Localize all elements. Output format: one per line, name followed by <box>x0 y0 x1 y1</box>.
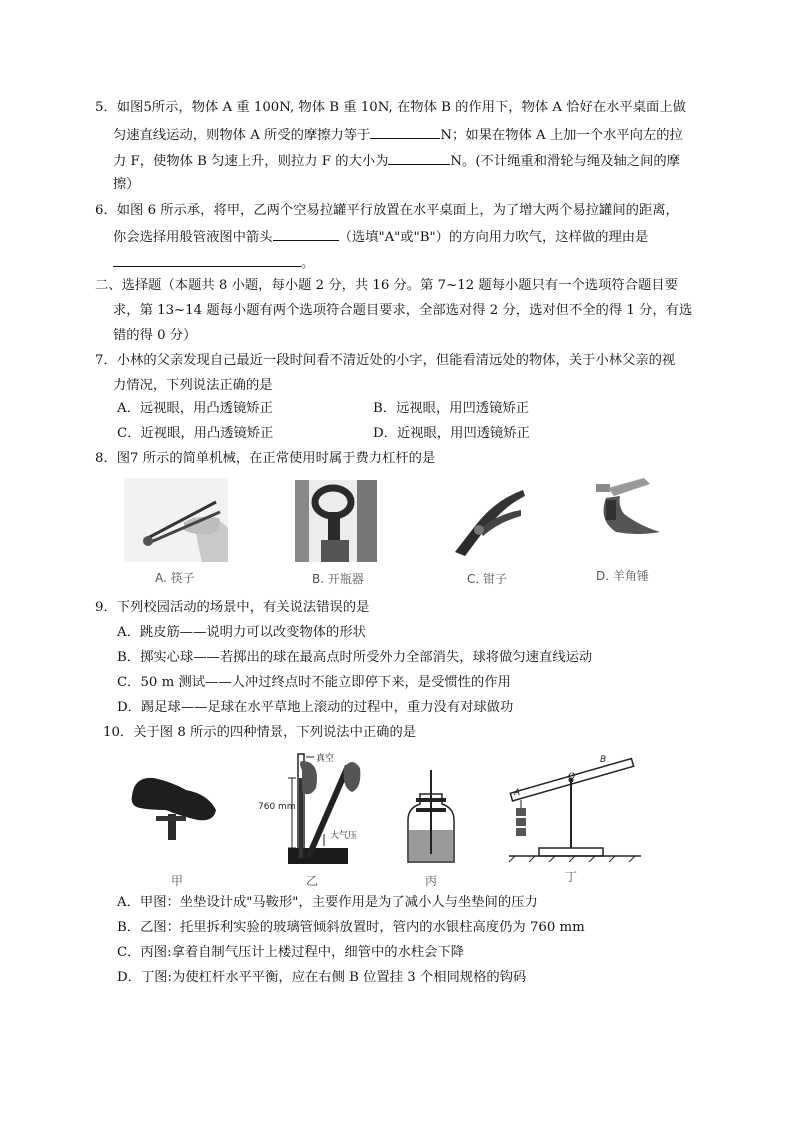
q10-stem: 10．关于图 8 所示的四种情景，下列说法中正确的是 <box>103 725 417 740</box>
claw-hammer-image <box>588 474 662 558</box>
fig8-caption-yi: 乙 <box>306 874 319 888</box>
q10-option-a[interactable]: A．甲图：坐垫设计成"马鞍形"，主要作用是为了减小人与坐垫间的压力 <box>117 895 538 910</box>
section2-line1: 二、选择题（本题共 8 小题，每小题 2 分，共 16 分。第 7~12 题每小题只有一个选项符合题目要 <box>95 278 678 293</box>
pliers-image <box>445 480 527 560</box>
q8-caption-d: D. 羊角锤 <box>596 569 649 583</box>
q9-stem: 9．下列校园活动的场景中，有关说法错误的是 <box>95 600 370 615</box>
fig8-label-b: B <box>600 755 607 765</box>
lever-diagram <box>505 752 645 864</box>
fig8-label-vacuum: 真空 <box>316 754 335 764</box>
q6-line1: 6．如图 6 所示承，将甲，乙两个空易拉罐平行放置在水平桌面上，为了增大两个易拉罐间的距离， <box>95 203 679 218</box>
q7-option-b[interactable]: B．远视眼，用凹透镜矫正 <box>373 401 530 416</box>
fig8-label-atm: 大气压 <box>330 831 358 841</box>
q6-line2b: （选填"A"或"B"）的方向用力吹气，这样做的理由是 <box>338 230 649 245</box>
q10-option-d[interactable]: D．丁图:为使杠杆水平平衡，应在右侧 B 位置挂 3 个相同规格的钩码 <box>117 970 527 985</box>
saddle-image <box>128 770 220 846</box>
q9-option-c[interactable]: C．50 m 测试——人冲过终点时不能立即停下来，是受惯性的作用 <box>117 675 511 690</box>
q5-line3a: 力 F，使物体 B 匀速上升，则拉力 F 的大小为 <box>113 154 389 169</box>
fig8-label-a: A <box>514 788 521 798</box>
q7-line1: 7．小林的父亲发现自己最近一段时间看不清近处的小字，但能看清远处的物体，关于小林父亲的视 <box>95 353 676 368</box>
q8-caption-c: C. 钳子 <box>467 572 508 586</box>
fig8-caption-ding: 丁 <box>565 870 578 884</box>
bottle-opener-image <box>295 480 377 562</box>
q6-blank-direction[interactable] <box>273 226 339 241</box>
q10-option-b[interactable]: B．乙图：托里拆利实验的玻璃管倾斜放置时，管内的水银柱高度仍为 760 mm <box>117 920 585 935</box>
q9-option-a[interactable]: A．跳皮筋——说明力可以改变物体的形状 <box>117 625 366 640</box>
q5-line1: 5．如图5所示，物体 A 重 100N, 物体 B 重 10N, 在物体 B 的作用下，物体 A 恰好在水平桌面上做 <box>95 100 686 115</box>
q9-option-b[interactable]: B．掷实心球——若掷出的球在最高点时所受外力全部消失，球将做匀速直线运动 <box>117 650 593 665</box>
q5-line2b: N；如果在物体 A 上加一个水平向左的拉 <box>440 128 683 143</box>
q6-line3 <box>113 252 314 274</box>
q5-blank-force[interactable] <box>388 150 450 165</box>
q7-line2: 力情况，下列说法正确的是 <box>113 378 273 393</box>
q8-caption-b: B. 开瓶器 <box>312 572 364 586</box>
section2-line2: 求，第 13~14 题每小题有两个选项符合题目要求，全部选对得 2 分，选对但不全的得 1 分，有选 <box>113 303 693 318</box>
q8-caption-a: A. 筷子 <box>155 571 195 585</box>
q7-option-c[interactable]: C．近视眼，用凸透镜矫正 <box>117 426 274 441</box>
q8-stem: 8．图7 所示的简单机械，在正常使用时属于费力杠杆的是 <box>95 451 436 466</box>
fig8-caption-jia: 甲 <box>171 874 184 888</box>
q5-line3b: N。(不计绳重和滑轮与绳及轴之间的摩 <box>450 154 680 169</box>
q5-line2 <box>113 124 683 146</box>
q6-line2a: 你会选择用般管液图中箭头 <box>113 230 273 245</box>
fig8-caption-bing: 丙 <box>425 874 438 888</box>
q5-line3 <box>113 150 680 172</box>
chopsticks-image <box>124 478 228 562</box>
fig8-label-o: O <box>568 772 576 782</box>
fig8-label-760mm: 760 mm <box>258 802 296 812</box>
q5-line4: 擦） <box>113 177 140 192</box>
q7-option-a[interactable]: A．远视眼，用凸透镜矫正 <box>117 401 273 416</box>
barometer-bottle-diagram <box>406 770 456 866</box>
q6-line2 <box>113 226 648 248</box>
q7-option-d[interactable]: D．近视眼，用凹透镜矫正 <box>373 426 530 441</box>
q5-line2a: 匀速直线运动，则物体 A 所受的摩擦力等于 <box>113 128 371 143</box>
q6-line3-end: 。 <box>301 256 315 271</box>
q9-option-d[interactable]: D．踢足球——足球在水平草地上滚动的过程中，重力没有对球做功 <box>117 700 514 715</box>
q10-option-c[interactable]: C．丙图:拿着自制气压计上楼过程中，细管中的水柱会下降 <box>117 945 465 960</box>
q6-blank-reason[interactable] <box>113 252 301 267</box>
q5-blank-friction[interactable] <box>370 124 440 139</box>
section2-line3: 错的得 0 分） <box>113 328 197 343</box>
